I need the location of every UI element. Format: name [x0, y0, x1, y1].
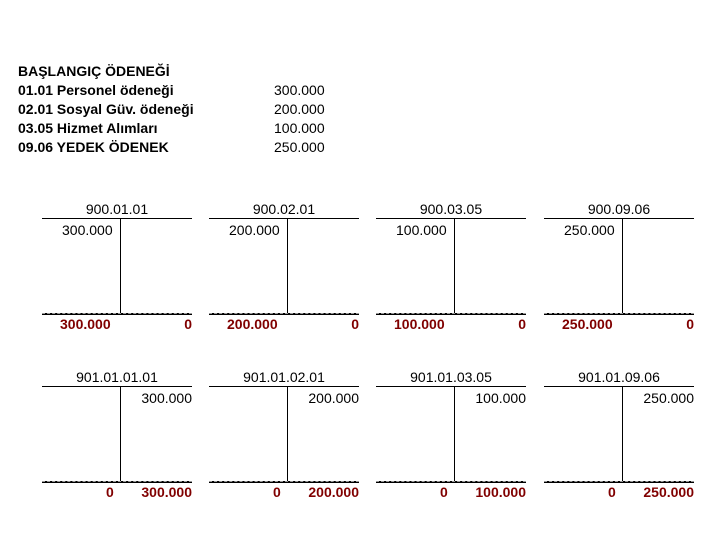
- account-title: 901.01.09.06: [578, 369, 660, 385]
- credit-total: 250.000: [643, 484, 694, 500]
- credit-entry: 300.000: [141, 390, 192, 406]
- account-title: 901.01.03.05: [410, 369, 492, 385]
- t-account-top-line: [376, 218, 526, 219]
- t-account: [544, 201, 694, 346]
- t-account-total-line: [42, 313, 192, 315]
- t-account-divider: [622, 386, 623, 481]
- t-account-top-line: [209, 218, 359, 219]
- account-title: 900.09.06: [587, 201, 651, 217]
- t-account: [544, 369, 694, 514]
- budget-summary: [18, 62, 325, 157]
- summary-row-label: 02.01 Sosyal Güv. ödeneği: [18, 101, 194, 117]
- summary-row: [18, 138, 325, 157]
- t-account-divider: [454, 386, 455, 481]
- t-account-top-line: [544, 218, 694, 219]
- t-account-total-line: [376, 313, 526, 315]
- t-account: [209, 369, 359, 514]
- t-account-total-line: [209, 313, 359, 315]
- t-account-top-line: [376, 386, 526, 387]
- credit-entry: 100.000: [475, 390, 526, 406]
- t-account-top-line: [42, 386, 192, 387]
- t-account-divider: [622, 218, 623, 313]
- debit-total: 300.000: [60, 316, 111, 332]
- t-account-divider: [454, 218, 455, 313]
- t-account-top-line: [209, 386, 359, 387]
- summary-heading: BAŞLANGIÇ ÖDENEĞİ: [18, 63, 170, 79]
- t-account-total-line: [544, 313, 694, 315]
- t-account: [376, 201, 526, 346]
- credit-total: 0: [351, 316, 359, 332]
- debit-total: 200.000: [227, 316, 278, 332]
- summary-row: [18, 100, 325, 119]
- credit-total: 300.000: [141, 484, 192, 500]
- account-title: 901.01.01.01: [76, 369, 158, 385]
- debit-total: 0: [608, 484, 616, 500]
- summary-row-label: 03.05 Hizmet Alımları: [18, 120, 158, 136]
- debit-total: 0: [273, 484, 281, 500]
- credit-total: 100.000: [475, 484, 526, 500]
- account-title: 900.02.01: [252, 201, 316, 217]
- credit-total: 200.000: [308, 484, 359, 500]
- t-account-divider: [120, 386, 121, 481]
- debit-total: 100.000: [394, 316, 445, 332]
- t-account-divider: [287, 386, 288, 481]
- credit-total: 0: [184, 316, 192, 332]
- t-account-divider: [120, 218, 121, 313]
- credit-total: 0: [686, 316, 694, 332]
- summary-row-amount: 300.000: [274, 82, 325, 98]
- debit-entry: 250.000: [564, 222, 615, 238]
- debit-entry: 200.000: [229, 222, 280, 238]
- account-title: 900.03.05: [419, 201, 483, 217]
- credit-total: 0: [518, 316, 526, 332]
- t-account-total-line: [544, 481, 694, 483]
- account-title: 901.01.02.01: [243, 369, 325, 385]
- summary-row-label: 01.01 Personel ödeneği: [18, 82, 174, 98]
- debit-entry: 300.000: [62, 222, 113, 238]
- summary-row: [18, 119, 325, 138]
- summary-row-label: 09.06 YEDEK ÖDENEK: [18, 139, 169, 155]
- t-account: [42, 369, 192, 514]
- summary-row-amount: 250.000: [274, 139, 325, 155]
- debit-entry: 100.000: [396, 222, 447, 238]
- t-account-total-line: [209, 481, 359, 483]
- t-account-divider: [287, 218, 288, 313]
- account-title: 900.01.01: [85, 201, 149, 217]
- credit-entry: 250.000: [643, 390, 694, 406]
- credit-entry: 200.000: [308, 390, 359, 406]
- t-account-total-line: [42, 481, 192, 483]
- t-account: [376, 369, 526, 514]
- summary-row: [18, 81, 325, 100]
- t-account-total-line: [376, 481, 526, 483]
- t-account: [42, 201, 192, 346]
- debit-total: 0: [106, 484, 114, 500]
- debit-total: 250.000: [562, 316, 613, 332]
- debit-total: 0: [440, 484, 448, 500]
- t-account-top-line: [544, 386, 694, 387]
- summary-row-amount: 100.000: [274, 120, 325, 136]
- summary-row-amount: 200.000: [274, 101, 325, 117]
- t-account-top-line: [42, 218, 192, 219]
- t-account: [209, 201, 359, 346]
